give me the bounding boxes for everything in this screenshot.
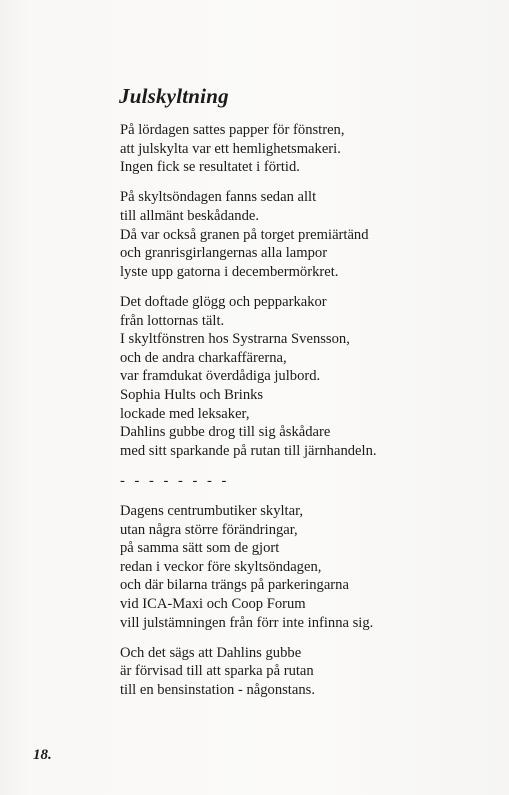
poem-line: utan några större förändringar, — [120, 521, 298, 538]
stanza-2 — [120, 188, 480, 281]
poem-line: Sophia Hults och Brinks — [120, 386, 264, 403]
poem-line: är förvisad till att sparka på rutan — [120, 663, 314, 680]
poem-line: vid ICA-Maxi och Coop Forum — [120, 596, 306, 613]
poem-line: vill julstämningen från förr inte infinna sig. — [120, 614, 374, 631]
poem-line: lockade med leksaker, — [120, 405, 250, 422]
poem-line: på samma sätt som de gjort — [120, 540, 280, 557]
poem-line: redan i veckor före skyltsöndagen, — [120, 558, 322, 575]
poem-line: från lottornas tält. — [120, 312, 225, 329]
poem-line: Dahlins gubbe drog till sig åskådare — [120, 424, 331, 441]
poem-line: och där bilarna trängs på parkeringarna — [120, 577, 349, 594]
stanza-5 — [120, 644, 480, 700]
poem-line: lyste upp gatorna i decembermörkret. — [120, 263, 339, 280]
stanza-1 — [120, 121, 480, 177]
poem-title: Julskyltning — [119, 84, 229, 108]
poem-line: Då var också granen på torget premiärtänd — [120, 226, 369, 243]
poem-line: och granrisgirlangernas alla lampor — [120, 245, 328, 262]
stanza-3 — [120, 293, 480, 460]
poem-line: och de andra charkaffärerna, — [120, 349, 287, 366]
stanza-4 — [120, 502, 480, 632]
section-separator: - - - - - - - - — [120, 472, 230, 489]
poem-line: var framdukat överdådiga julbord. — [120, 368, 321, 385]
poem-line: till allmänt beskådande. — [120, 207, 260, 224]
page-number: 18. — [33, 747, 52, 763]
poem-body — [120, 121, 480, 711]
poem-line: till en bensinstation - någonstans. — [120, 682, 315, 698]
poem-line: På lördagen sattes papper för fönstren, — [120, 122, 345, 138]
poem-line: Dagens centrumbutiker skyltar, — [120, 503, 303, 520]
poem-line: Det doftade glögg och pepparkakor — [120, 293, 327, 310]
poem-line: Och det sägs att Dahlins gubbe — [120, 644, 302, 661]
poem-line: På skyltsöndagen fanns sedan allt — [120, 189, 317, 206]
poem-line: med sitt sparkande på rutan till järnhandeln. — [120, 442, 377, 459]
poem-line: Ingen fick se resultatet i förtid. — [120, 159, 300, 176]
poem-line: I skyltfönstren hos Systrarna Svensson, — [120, 331, 350, 348]
poem-line: att julskylta var ett hemlighetsmakeri. — [120, 140, 341, 157]
